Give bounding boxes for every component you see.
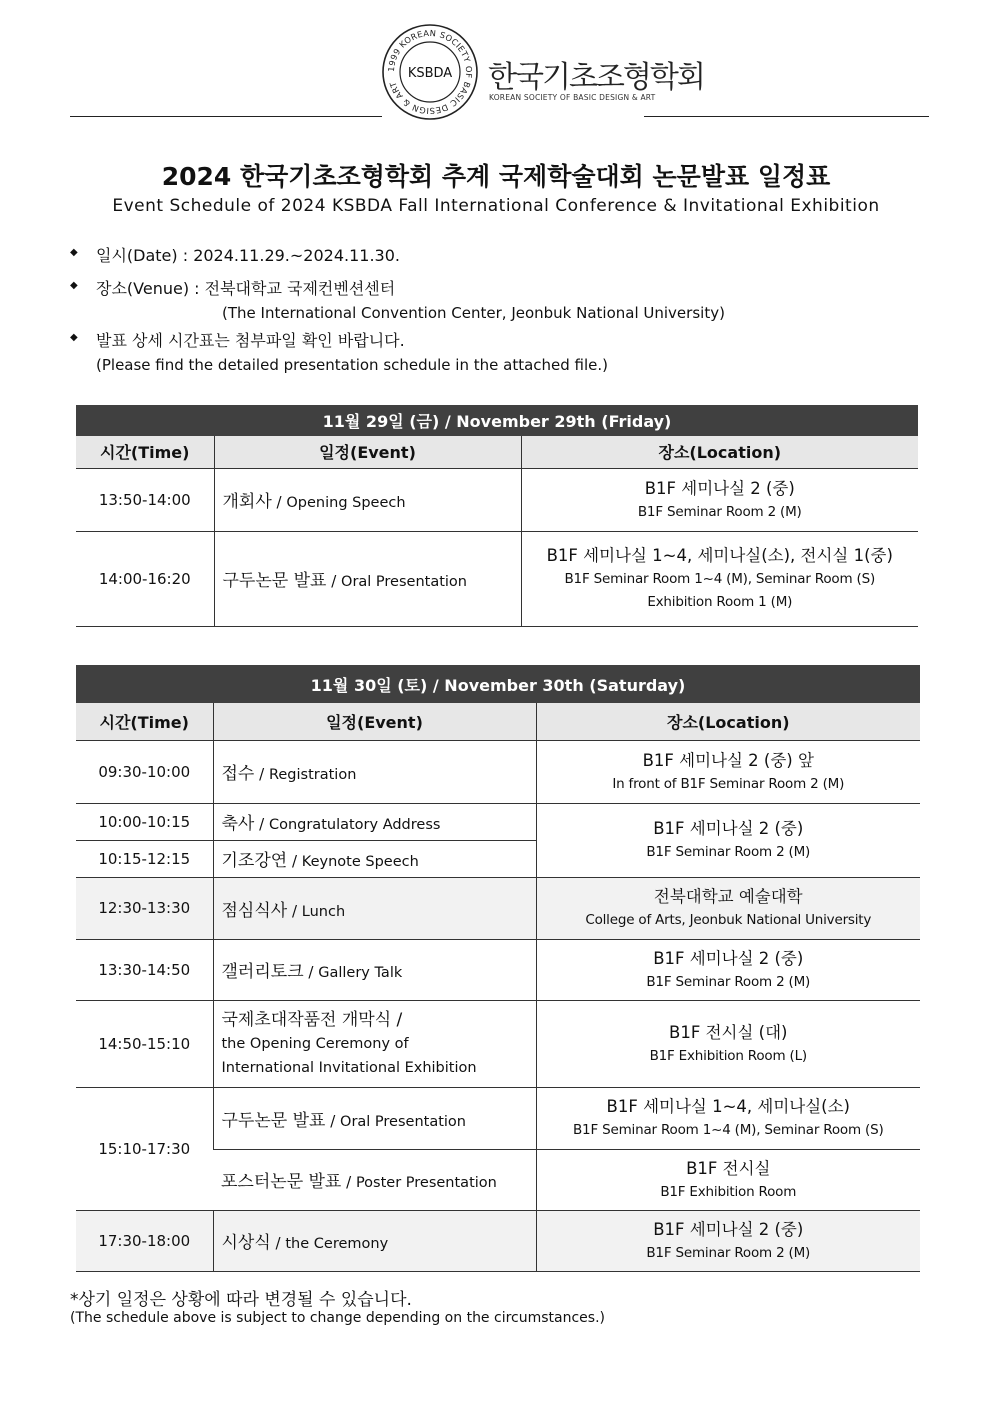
- row-location: B1F 세미나실 1~4, 세미나실(소) B1F Seminar Room 1~4 (M), Seminar Room (S): [536, 1087, 920, 1149]
- row-event: 시상식 / the Ceremony: [213, 1210, 536, 1271]
- row-event: 구두논문 발표 / Oral Presentation: [214, 531, 521, 626]
- table-row: [76, 1087, 920, 1149]
- day1-banner: 11월 29일 (금) / November 29th (Friday): [76, 405, 918, 436]
- schedule-table-day1: [76, 405, 918, 627]
- row-time: 13:50-14:00: [76, 468, 214, 531]
- ksbda-seal-logo: [380, 22, 480, 122]
- row-event: 개회사 / Opening Speech: [214, 468, 521, 531]
- table-row: [76, 877, 920, 939]
- footnote-en: (The schedule above is subject to change depending on the circumstances.): [70, 1310, 605, 1326]
- row-location: B1F 전시실 (대) B1F Exhibition Room (L): [536, 1000, 920, 1087]
- row-time: 17:30-18:00: [76, 1210, 213, 1271]
- page-subtitle: Event Schedule of 2024 KSBDA Fall International Conference & Invitational Exhibition: [112, 196, 880, 216]
- table-row: [76, 803, 920, 840]
- table-row: [76, 1000, 920, 1087]
- row-time: 09:30-10:00: [76, 740, 213, 803]
- row-event: 국제초대작품전 개막식 / the Opening Ceremony of International Invitational Exhibition: [213, 1000, 536, 1087]
- row-time: 15:10-17:30: [76, 1087, 213, 1210]
- row-event: 갤러리토크 / Gallery Talk: [213, 939, 536, 1000]
- row-event: 점심식사 / Lunch: [213, 877, 536, 939]
- table-row: [76, 531, 918, 626]
- row-location: B1F 전시실 B1F Exhibition Room: [536, 1149, 920, 1210]
- row-time: 10:15-12:15: [76, 840, 213, 877]
- header-location: 장소(Location): [521, 436, 918, 468]
- bullet-icon: ◆: [70, 332, 78, 343]
- row-time: 14:50-15:10: [76, 1000, 213, 1087]
- footnote-ko: *상기 일정은 상황에 따라 변경될 수 있습니다.: [70, 1290, 412, 1310]
- row-location: B1F 세미나실 2 (중) B1F Seminar Room 2 (M): [536, 803, 920, 877]
- day2-banner: 11월 30일 (토) / November 30th (Saturday): [76, 665, 920, 703]
- row-location: 전북대학교 예술대학 College of Arts, Jeonbuk National University: [536, 877, 920, 939]
- info-venue-text: 장소(Venue) : 전북대학교 국제컨벤션센터: [96, 279, 396, 298]
- society-name-en: KOREAN SOCIETY OF BASIC DESIGN & ART: [489, 93, 656, 102]
- header-time: 시간(Time): [76, 703, 213, 740]
- header-rule-left: [70, 116, 382, 117]
- row-time: 14:00-16:20: [76, 531, 214, 626]
- table-row: [76, 1210, 920, 1271]
- header-event: 일정(Event): [213, 703, 536, 740]
- row-event: 기조강연 / Keynote Speech: [213, 840, 536, 877]
- row-time: 10:00-10:15: [76, 803, 213, 840]
- table-row: [76, 468, 918, 531]
- bullet-icon: ◆: [70, 247, 78, 258]
- info-venue-en: (The International Convention Center, Jeonbuk National University): [222, 304, 725, 322]
- row-location: B1F 세미나실 2 (중) B1F Seminar Room 2 (M): [536, 939, 920, 1000]
- seal-ring-text: 1999 KOREAN SOCIETY OF BASIC DESIGN & ART: [385, 27, 475, 117]
- document-header: [0, 0, 992, 125]
- row-event: 구두논문 발표 / Oral Presentation: [213, 1087, 536, 1149]
- row-time: 12:30-13:30: [76, 877, 213, 939]
- row-location: B1F 세미나실 2 (중) 앞 In front of B1F Seminar Room 2 (M): [536, 740, 920, 803]
- seal-center-text: KSBDA: [407, 66, 453, 81]
- row-location: B1F 세미나실 2 (중) B1F Seminar Room 2 (M): [536, 1210, 920, 1271]
- header-time: 시간(Time): [76, 436, 214, 468]
- society-name-ko: 한국기초조형학회: [488, 60, 704, 95]
- row-event: 접수 / Registration: [213, 740, 536, 803]
- table-row: [76, 939, 920, 1000]
- schedule-table-day2: [76, 665, 920, 1272]
- row-location: B1F 세미나실 2 (중) B1F Seminar Room 2 (M): [521, 468, 918, 531]
- info-date-text: 일시(Date) : 2024.11.29.~2024.11.30.: [96, 246, 400, 265]
- page-title: 2024 한국기초조형학회 추계 국제학술대회 논문발표 일정표: [161, 162, 831, 191]
- row-event: 포스터논문 발표 / Poster Presentation: [213, 1149, 536, 1210]
- header-rule-right: [644, 116, 929, 117]
- info-detail-text: 발표 상세 시간표는 첨부파일 확인 바랍니다.: [96, 331, 405, 350]
- bullet-icon: ◆: [70, 280, 78, 291]
- info-detail-en: (Please find the detailed presentation schedule in the attached file.): [96, 356, 609, 374]
- header-location: 장소(Location): [536, 703, 920, 740]
- table-row: [76, 740, 920, 803]
- row-time: 13:30-14:50: [76, 939, 213, 1000]
- header-event: 일정(Event): [214, 436, 521, 468]
- row-event: 축사 / Congratulatory Address: [213, 803, 536, 840]
- row-location: B1F 세미나실 1~4, 세미나실(소), 전시실 1(중) B1F Seminar Room 1~4 (M), Seminar Room (S) Exhibition Room 1 (M): [521, 531, 918, 626]
